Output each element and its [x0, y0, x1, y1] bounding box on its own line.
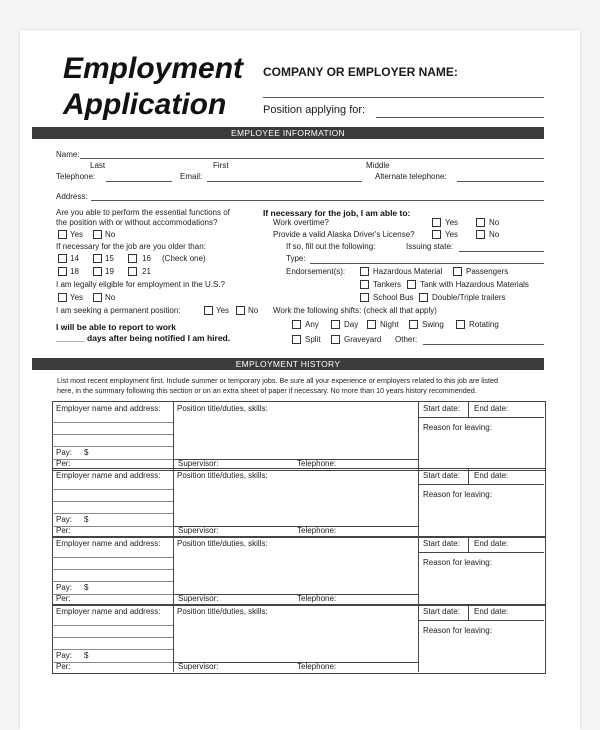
date-divider-4: [468, 604, 469, 620]
employer-address-line-b-3[interactable]: [52, 569, 173, 570]
q-permanent-label: I am seeking a permanent position:: [56, 306, 181, 315]
check-one-note: (Check one): [162, 254, 206, 263]
end-double-triple-label: Double/Triple trailers: [432, 293, 506, 302]
shift-rotating-checkbox[interactable]: [456, 320, 465, 329]
employer-address-line-a-3[interactable]: [52, 557, 173, 558]
pay-dollar-1: $: [84, 448, 89, 457]
telephone-label-1: Telephone:: [297, 459, 337, 468]
end-date-label-2: End date:: [474, 471, 509, 480]
age-16-label: 16: [142, 254, 151, 263]
able-to-title: If necessary for the job, I am able to:: [263, 208, 411, 218]
pay-dollar-2: $: [84, 515, 89, 524]
essential-no-label: No: [105, 230, 116, 239]
end-tankers-label: Tankers: [373, 280, 402, 289]
employer-address-line-b-4[interactable]: [52, 637, 173, 638]
pay-label-4: Pay:: [56, 651, 73, 660]
title-application: Application: [63, 88, 227, 121]
supervisor-label-2: Supervisor:: [178, 526, 219, 535]
first-label: First: [213, 161, 229, 170]
shift-any-label: Any: [305, 320, 319, 329]
shift-split-label: Split: [305, 335, 321, 344]
license-yes-checkbox[interactable]: [432, 230, 441, 239]
alt-telephone-field[interactable]: [457, 181, 544, 182]
employer-divider-b-3: [418, 536, 419, 604]
shift-night-checkbox[interactable]: [367, 320, 376, 329]
company-name-field[interactable]: [263, 97, 544, 98]
eligible-no-label: No: [105, 293, 116, 302]
age-15-label: 15: [105, 254, 114, 263]
employer-address-line-c-4[interactable]: [52, 649, 173, 650]
name-field[interactable]: [80, 158, 544, 159]
title-employment: Employment: [63, 52, 244, 85]
telephone-label-3: Telephone:: [297, 594, 337, 603]
age-21-label: 21: [142, 267, 151, 276]
age-18-checkbox[interactable]: [58, 267, 67, 276]
employer-divider-b-2: [418, 468, 419, 536]
employer-address-line-b-2[interactable]: [52, 501, 173, 502]
history-intro-line1: List most recent employment first. Include summer or temporary jobs. Be sure all your experience or employers related to this job are listed: [57, 376, 499, 385]
q-eligible-label: I am legally eligible for employment in the U.S.?: [56, 280, 225, 289]
age-14-label: 14: [70, 254, 79, 263]
issuing-state-label: Issuing state:: [406, 242, 454, 251]
pay-dollar-4: $: [84, 651, 89, 660]
end-double-triple-checkbox[interactable]: [419, 293, 428, 302]
telephone-label: Telephone:: [56, 172, 96, 181]
date-rule-4: [418, 620, 544, 621]
report-line2: days after being notified I am hired.: [87, 333, 231, 343]
end-date-label-3: End date:: [474, 539, 509, 548]
other-field[interactable]: [423, 344, 544, 345]
telephone-label-2: Telephone:: [297, 526, 337, 535]
overtime-yes-label: Yes: [445, 218, 459, 227]
pay-label-2: Pay:: [56, 515, 73, 524]
shift-night-label: Night: [380, 320, 399, 329]
q-essential-line2: the position with or without accommodations?: [56, 218, 218, 227]
employer-name-label-4: Employer name and address:: [56, 607, 161, 616]
end-tank-hazmat-label: Tank with Hazardous Materials: [420, 280, 529, 289]
reason-leaving-label-2: Reason for leaving:: [423, 490, 492, 499]
end-tank-hazmat-checkbox[interactable]: [407, 280, 416, 289]
reason-leaving-label-4: Reason for leaving:: [423, 626, 492, 635]
end-passengers-checkbox[interactable]: [453, 267, 462, 276]
name-label: Name:: [56, 150, 80, 159]
type-label: Type:: [286, 254, 306, 263]
telephone-label-4: Telephone:: [297, 662, 337, 671]
pay-label-1: Pay:: [56, 448, 73, 457]
end-date-label-4: End date:: [474, 607, 509, 616]
q-older-label: If necessary for the job are you older than:: [56, 242, 206, 251]
age-18-label: 18: [70, 267, 79, 276]
employer-name-label-1: Employer name and address:: [56, 404, 161, 413]
eligible-yes-label: Yes: [70, 293, 84, 302]
per-label-2: Per:: [56, 526, 71, 535]
start-date-label-4: Start date:: [423, 607, 460, 616]
shift-swing-label: Swing: [422, 320, 444, 329]
end-passengers-label: Passengers: [466, 267, 509, 276]
alt-telephone-label: Alternate telephone:: [375, 172, 447, 181]
reason-leaving-label-3: Reason for leaving:: [423, 558, 492, 567]
start-date-label-2: Start date:: [423, 471, 460, 480]
date-divider-1: [468, 401, 469, 417]
position-field[interactable]: [376, 117, 544, 118]
per-label-1: Per:: [56, 459, 71, 468]
date-divider-2: [468, 468, 469, 484]
issuing-state-field[interactable]: [459, 251, 544, 252]
employer-address-line-a-2[interactable]: [52, 489, 173, 490]
date-rule-3: [418, 552, 544, 553]
if-so-label: If so, fill out the following:: [286, 242, 376, 251]
q-essential-line1: Are you able to perform the essential functions of: [56, 208, 230, 217]
end-tankers-checkbox[interactable]: [360, 280, 369, 289]
license-yes-label: Yes: [445, 230, 459, 239]
shift-rotating-label: Rotating: [469, 320, 499, 329]
overtime-no-label: No: [489, 218, 500, 227]
permanent-no-checkbox[interactable]: [236, 306, 245, 315]
overtime-yes-checkbox[interactable]: [432, 218, 441, 227]
employee-info-bar: EMPLOYEE INFORMATION: [32, 127, 544, 139]
type-field[interactable]: [310, 263, 544, 264]
position-label: Position applying for:: [263, 104, 366, 116]
age-19-label: 19: [105, 267, 114, 276]
overtime-no-checkbox[interactable]: [476, 218, 485, 227]
supervisor-label-4: Supervisor:: [178, 662, 219, 671]
eligible-no-checkbox[interactable]: [93, 293, 102, 302]
overtime-label: Work overtime?: [273, 218, 329, 227]
employment-history-bar: EMPLOYMENT HISTORY: [32, 358, 544, 370]
email-field[interactable]: [207, 181, 362, 182]
report-line1: I will be able to report to work: [56, 322, 176, 332]
shift-day-checkbox[interactable]: [331, 320, 340, 329]
license-no-label: No: [489, 230, 500, 239]
other-label: Other:: [395, 335, 418, 344]
eligible-yes-checkbox[interactable]: [58, 293, 67, 302]
end-school-bus-checkbox[interactable]: [360, 293, 369, 302]
history-intro-line2: here, in the summary following this section or on an extra sheet of paper if necessary. No more than 10 years history recommended.: [57, 386, 477, 395]
date-rule-1: [418, 417, 544, 418]
position-duties-label-4: Position title/duties, skills:: [177, 607, 268, 616]
employer-divider-b-1: [418, 401, 419, 469]
shift-split-checkbox[interactable]: [292, 335, 301, 344]
address-field[interactable]: [91, 200, 544, 201]
age-14-checkbox[interactable]: [58, 254, 67, 263]
employer-address-line-c-2[interactable]: [52, 513, 173, 514]
last-label: Last: [90, 161, 106, 170]
middle-label: Middle: [366, 161, 390, 170]
pay-dollar-3: $: [84, 583, 89, 592]
end-school-bus-label: School Bus: [373, 293, 414, 302]
report-days-field[interactable]: ______: [56, 333, 85, 343]
age-16-checkbox[interactable]: [128, 254, 137, 263]
essential-yes-checkbox[interactable]: [58, 230, 67, 239]
age-19-checkbox[interactable]: [93, 267, 102, 276]
permanent-no-label: No: [248, 306, 259, 315]
end-hazmat-checkbox[interactable]: [360, 267, 369, 276]
employer-address-line-a-1[interactable]: [52, 422, 173, 423]
employer-address-line-a-4[interactable]: [52, 625, 173, 626]
email-label: Email:: [180, 172, 203, 181]
end-date-label-1: End date:: [474, 404, 509, 413]
company-label: COMPANY OR EMPLOYER NAME:: [263, 65, 458, 79]
shift-swing-checkbox[interactable]: [409, 320, 418, 329]
age-21-checkbox[interactable]: [128, 267, 137, 276]
employer-divider-b-4: [418, 604, 419, 672]
date-divider-3: [468, 536, 469, 552]
license-label: Provide a valid Alaska Driver's License?: [273, 230, 415, 239]
permanent-yes-checkbox[interactable]: [204, 306, 213, 315]
position-duties-label-2: Position title/duties, skills:: [177, 471, 268, 480]
date-rule-2: [418, 484, 544, 485]
essential-no-checkbox[interactable]: [93, 230, 102, 239]
start-date-label-1: Start date:: [423, 404, 460, 413]
supervisor-label-3: Supervisor:: [178, 594, 219, 603]
end-hazmat-label: Hazardous Material: [373, 267, 443, 276]
employer-address-line-c-3[interactable]: [52, 581, 173, 582]
shift-any-checkbox[interactable]: [292, 320, 301, 329]
endorsements-label: Endorsement(s):: [286, 267, 346, 276]
shift-graveyard-label: Graveyard: [344, 335, 382, 344]
reason-leaving-label-1: Reason for leaving:: [423, 423, 492, 432]
permanent-yes-label: Yes: [216, 306, 230, 315]
employer-name-label-2: Employer name and address:: [56, 471, 161, 480]
telephone-field[interactable]: [106, 181, 172, 182]
address-label: Address:: [56, 192, 88, 201]
supervisor-label-1: Supervisor:: [178, 459, 219, 468]
pay-label-3: Pay:: [56, 583, 73, 592]
per-label-3: Per:: [56, 594, 71, 603]
employer-address-line-b-1[interactable]: [52, 434, 173, 435]
start-date-label-3: Start date:: [423, 539, 460, 548]
license-no-checkbox[interactable]: [476, 230, 485, 239]
shifts-question: Work the following shifts: (check all that apply): [273, 306, 437, 315]
shift-graveyard-checkbox[interactable]: [331, 335, 340, 344]
employer-name-label-3: Employer name and address:: [56, 539, 161, 548]
per-label-4: Per:: [56, 662, 71, 671]
position-duties-label-3: Position title/duties, skills:: [177, 539, 268, 548]
employer-address-line-c-1[interactable]: [52, 446, 173, 447]
position-duties-label-1: Position title/duties, skills:: [177, 404, 268, 413]
shift-day-label: Day: [344, 320, 359, 329]
essential-yes-label: Yes: [70, 230, 84, 239]
age-15-checkbox[interactable]: [93, 254, 102, 263]
